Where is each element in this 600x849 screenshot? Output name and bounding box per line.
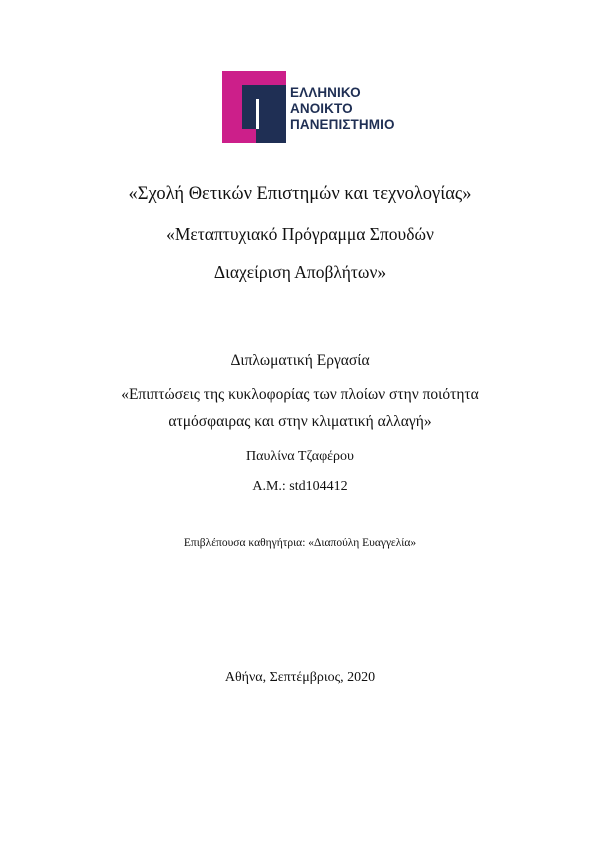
university-logo	[222, 71, 412, 143]
school-name: «Σχολή Θετικών Επιστημών και τεχνολογίας»	[128, 184, 472, 204]
logo-line-1: ΕΛΛΗΝΙΚΟ	[290, 85, 361, 100]
logo-line-2: ΑΝΟΙΚΤΟ	[290, 101, 353, 116]
program-line-1: «Μεταπτυχιακό Πρόγραμμα Σπουδών	[166, 224, 434, 244]
program-line-2: Διαχείριση Αποβλήτων»	[213, 262, 387, 282]
thesis-title-line-1: «Επιπτώσεις της κυκλοφορίας των πλοίων στην ποιότητα	[121, 386, 479, 403]
author-name: Παυλίνα Τζαφέρου	[246, 449, 354, 464]
registration-number: A.M.: std104412	[252, 479, 348, 494]
thesis-title-line-2: ατμόσφαιρας και στην κλιματική αλλαγή»	[168, 413, 432, 430]
supervisor: Επιβλέπουσα καθηγήτρια: «Διαπούλη Ευαγγελία»	[183, 537, 417, 549]
university-logo-icon	[222, 71, 286, 143]
thesis-type: Διπλωματική Εργασία	[230, 352, 370, 369]
university-logo-text	[290, 85, 395, 133]
place-date: Αθήνα, Σεπτέμβριος, 2020	[224, 670, 376, 685]
logo-line-3: ΠΑΝΕΠΙΣΤΗΜΙΟ	[290, 117, 395, 132]
